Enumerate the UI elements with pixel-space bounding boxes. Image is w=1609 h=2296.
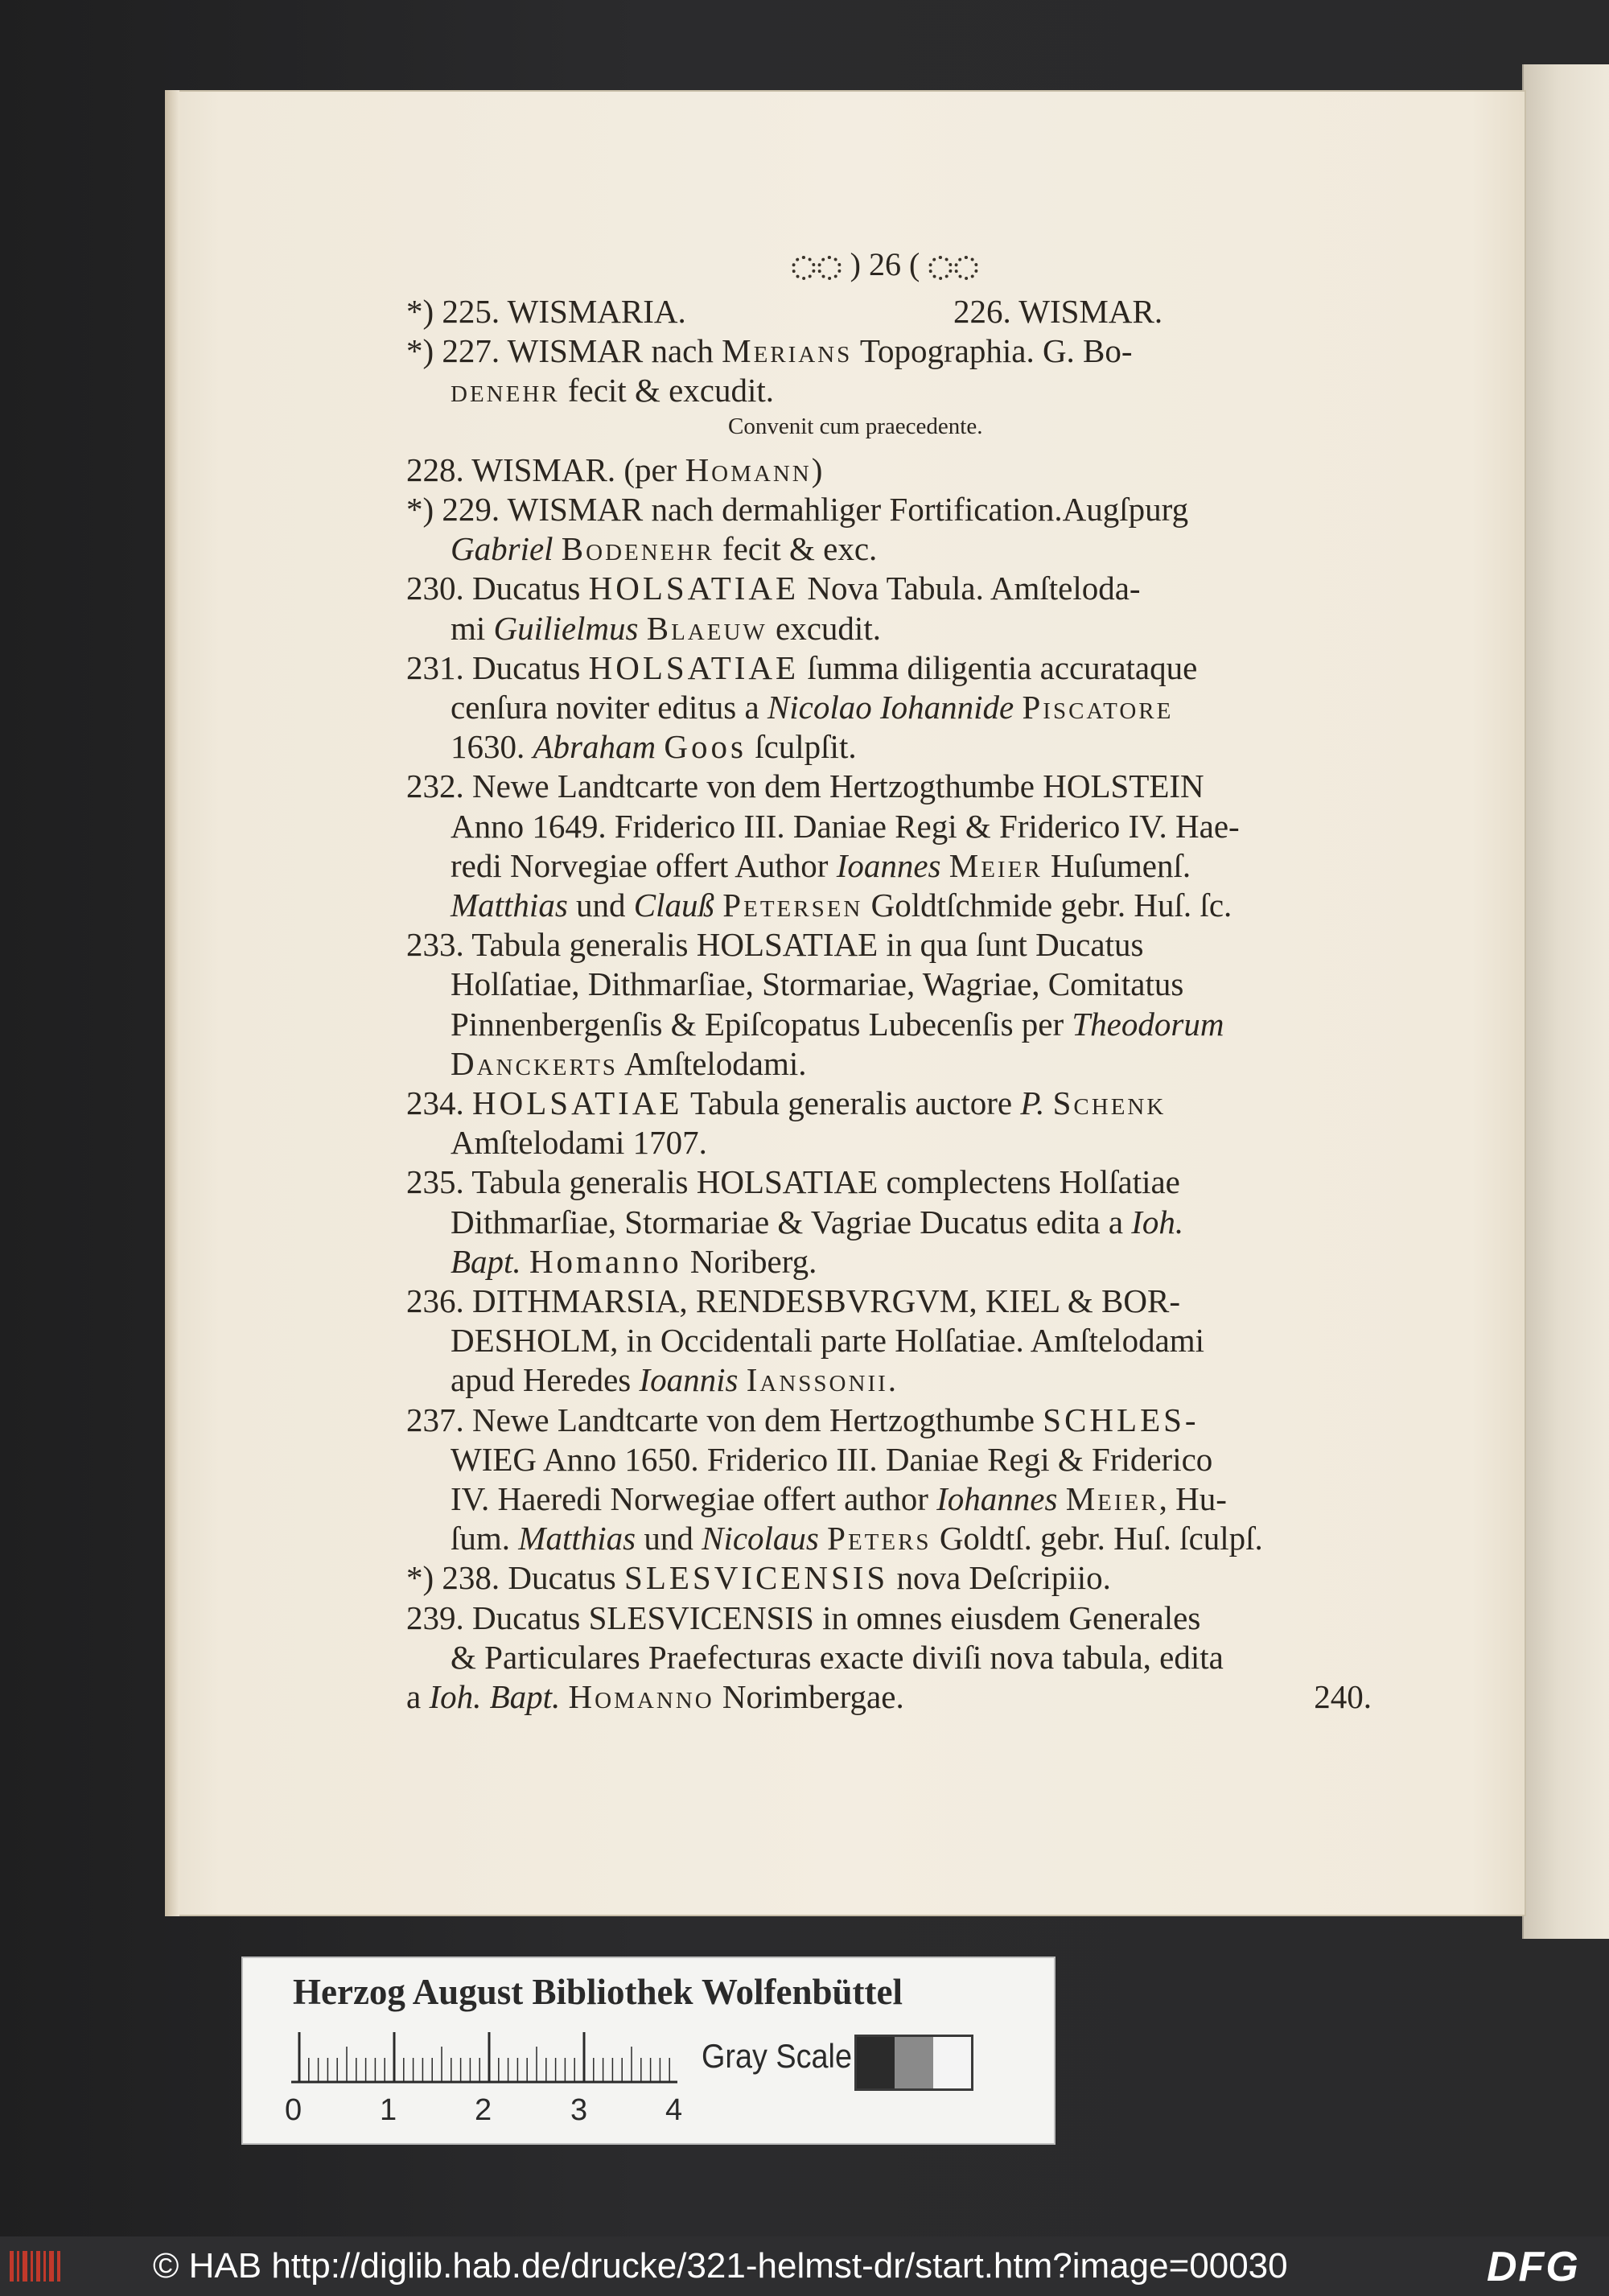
text-line [406, 450, 1372, 490]
text-run: 236. DITHMARSIA, RENDESBVRGVM, KIEL & BOR- [406, 1282, 1180, 1319]
text-run: HOLSATIAE [588, 570, 800, 607]
text-run [560, 1678, 568, 1715]
text-run: Ioannes [836, 846, 941, 884]
text-line [451, 1518, 1416, 1558]
text-run: denehr [451, 372, 560, 409]
ornament-icon [954, 256, 978, 280]
text-run: 237. Newe Landtcarte von dem Hertzogthumbe [406, 1401, 1043, 1438]
next-page-edge [1522, 64, 1609, 1939]
text-run: redi Norvegiae offert Author [451, 846, 837, 884]
library-title: Herzog August Bibliothek Wolfenbüttel [293, 1972, 903, 2012]
text-run: 234. [406, 1084, 472, 1121]
text-run: Nova Tabula. Amſteloda- [799, 570, 1141, 607]
entry-text: 226. WISMAR. [953, 293, 1163, 330]
text-run: Nicolaus [702, 1520, 819, 1557]
text-run: SCHLES- [1043, 1401, 1200, 1438]
text-run: und [636, 1520, 702, 1557]
text-line [451, 726, 1416, 767]
text-run: 230. Ducatus [406, 570, 589, 607]
text-run: Clauß [633, 887, 715, 924]
text-line [406, 924, 1372, 965]
text-run [553, 530, 562, 567]
text-run: WIEG Anno 1650. Friderico III. Daniae Regi & Friderico [451, 1440, 1213, 1478]
text-run: Nicolao Iohannide [767, 689, 1014, 726]
text-run: *) 229. WISMAR nach dermahliger Fortification.Augſpurg [406, 491, 1189, 528]
text-run: 231. Ducatus [406, 648, 589, 686]
text-run: , Hu- [1158, 1480, 1227, 1517]
text-line [406, 648, 1372, 688]
page-gutter-shadow [165, 90, 179, 1916]
ruler-label-3: 3 [570, 2093, 588, 2127]
text-run: Ioannis [639, 1361, 739, 1399]
text-run: Huſumenſ. [1042, 846, 1191, 884]
copyright-link[interactable]: © HAB http://diglib.hab.de/drucke/321-helmst-dr/start.htm?image=00030 [153, 2246, 1288, 2286]
page-header [724, 245, 1046, 294]
text-run: 235. Tabula generalis HOLSATIAE complectens Holſatiae [406, 1163, 1180, 1201]
text-line [451, 1439, 1416, 1479]
text-run: Matthias [451, 887, 568, 924]
text-run: Abraham [533, 728, 656, 766]
ruler-label-0: 0 [285, 2093, 302, 2127]
text-line [451, 846, 1416, 886]
text-line [406, 1557, 1372, 1598]
text-run: Guilielmus [493, 609, 639, 647]
text-line [451, 1043, 1416, 1084]
text-run: Goldtſ. gebr. Huſ. ſculpſ. [931, 1520, 1263, 1557]
text-run: Theodorum [1072, 1005, 1224, 1043]
text-line [451, 1479, 1416, 1519]
text-run: Topographia. G. Bo- [852, 332, 1133, 370]
text-run: Meier [1065, 1480, 1159, 1517]
text-line [451, 370, 1416, 410]
text-run: Ianssonii. [746, 1361, 899, 1399]
text-line [406, 1400, 1372, 1440]
text-run: Piscatore [1022, 689, 1174, 726]
barcode-logo-icon [8, 2248, 66, 2285]
ruler-label-1: 1 [380, 2093, 397, 2127]
text-run: nova Deſcripiio. [888, 1559, 1111, 1597]
page-number: ) 26 ( [850, 246, 920, 282]
text-run: Iohannes [936, 1480, 1058, 1517]
ornament-icon [928, 256, 953, 280]
text-run: Schenk [1052, 1084, 1167, 1121]
text-run: und [567, 887, 634, 924]
text-run: 228. WISMAR. (per [406, 451, 685, 488]
text-run: fecit & excudit. [559, 372, 775, 409]
text-run [714, 887, 722, 924]
text-run: apud Heredes [451, 1361, 640, 1399]
text-run: *) 227. WISMAR nach [406, 332, 722, 370]
ornament-icon [792, 256, 816, 280]
text-run: Ioh. Bapt. [429, 1678, 561, 1715]
text-run: Amſtelodami 1707. [451, 1124, 707, 1162]
text-line [406, 1281, 1372, 1321]
text-run: Dithmarſiae, Stormariae & Vagriae Ducatus edita a [451, 1203, 1132, 1241]
text-line [451, 529, 1416, 569]
text-line [406, 1083, 1372, 1123]
text-run: P. [1020, 1084, 1045, 1121]
gray-scale-swatches [854, 2035, 973, 2091]
text-run: Ioh. [1131, 1203, 1184, 1241]
text-run: SLESVICENSIS [624, 1559, 889, 1597]
scale-card [241, 1957, 1056, 2145]
text-run: ſumma diligentia accurataque [799, 648, 1198, 686]
text-run: Amſtelodami. [617, 1044, 807, 1082]
gray-swatch-0 [857, 2037, 895, 2088]
text-run: ) [811, 451, 823, 488]
text-run: *) 238. Ducatus [406, 1559, 625, 1597]
text-run: HOLSATIAE [588, 648, 800, 686]
text-line [451, 608, 1416, 648]
text-line [451, 806, 1416, 846]
text-run: Homann [685, 451, 812, 488]
text-run: Peters [827, 1520, 932, 1557]
text-run: Danckerts [451, 1044, 618, 1082]
text-run: Tabula generalis auctore [682, 1084, 1021, 1121]
text-run: 239. Ducatus SLESVICENSIS in omnes eiusdem Generales [406, 1599, 1201, 1636]
text-run: Merians [722, 332, 853, 370]
text-run: Pinnenbergenſis & Epiſcopatus Lubecenſis per [451, 1005, 1072, 1043]
dfg-logo: DFG [1487, 2244, 1580, 2290]
text-line [406, 568, 1372, 608]
text-run: ſculpſit. [746, 728, 857, 766]
text-line [406, 766, 1372, 806]
text-run [656, 728, 664, 765]
text-line [451, 687, 1416, 727]
text-run [638, 610, 646, 647]
text-run: Meier [949, 846, 1043, 884]
ruler-label-4: 4 [665, 2093, 683, 2127]
text-line [451, 1241, 1416, 1282]
gray-scale-label: Gray Scale [702, 2037, 852, 2075]
text-run: HOLSATIAE [472, 1084, 683, 1121]
text-run: Holſatiae, Dithmarſiae, Stormariae, Wagriae, Comitatus [451, 965, 1184, 1003]
text-run: DESHOLM, in Occidentali parte Holſatiae. Amſtelodami [451, 1322, 1205, 1360]
text-run: Homanno [568, 1678, 714, 1715]
text-line [451, 1637, 1416, 1677]
gray-swatch-2 [933, 2037, 971, 2088]
text-run [941, 847, 949, 884]
text-run: Homanno [529, 1242, 682, 1280]
text-run: ſum. [451, 1520, 519, 1557]
text-line [406, 1677, 1372, 1717]
text-run [819, 1520, 827, 1557]
text-run: a [406, 1678, 430, 1715]
text-run: Goos [664, 728, 747, 766]
text-run [1057, 1480, 1065, 1517]
text-run [1014, 689, 1022, 726]
text-run: Noriberg. [681, 1242, 817, 1280]
text-run [521, 1243, 529, 1280]
text-run [739, 1361, 747, 1398]
text-run: & Particulares Praefecturas exacte diviſi nova tabula, edita [451, 1638, 1224, 1676]
text-run: 1630. [451, 728, 533, 766]
gray-swatch-1 [895, 2037, 932, 2088]
text-line [451, 885, 1416, 925]
text-line [451, 1202, 1416, 1242]
text-run: cenſura noviter editus a [451, 689, 767, 726]
text-run: excudit. [767, 609, 881, 647]
note-line: Convenit cum praecedente. [728, 413, 983, 439]
text-run: Petersen [722, 887, 863, 924]
text-run: Gabriel [451, 530, 553, 568]
text-run: Matthias [518, 1520, 636, 1557]
text-line [451, 1360, 1416, 1400]
text-run: Goldtſchmide gebr. Huſ. ſc. [862, 887, 1232, 924]
text-run: 232. Newe Landtcarte von dem Hertzogthumbe HOLSTEIN [406, 767, 1204, 805]
ruler-label-2: 2 [475, 2093, 492, 2127]
text-run: mi [451, 609, 494, 647]
text-line [406, 291, 1163, 331]
footer-bar [0, 2236, 1609, 2296]
ruler-icon [291, 2029, 677, 2085]
text-line [451, 1122, 1416, 1162]
text-run: Blaeuw [646, 609, 767, 647]
text-run: IV. Haeredi Norwegiae offert author [451, 1480, 937, 1517]
ornament-icon [817, 256, 842, 280]
text-run: Bodenehr [561, 530, 714, 568]
text-line [406, 1162, 1372, 1202]
text-line [451, 964, 1416, 1004]
text-run: Anno 1649. Friderico III. Daniae Regi & Friderico IV. Hae- [451, 807, 1240, 845]
catchword: 240. [1314, 1678, 1372, 1715]
text-run [1044, 1084, 1052, 1121]
text-run: fecit & exc. [714, 530, 878, 568]
text-line [451, 1320, 1416, 1360]
text-line [451, 1004, 1416, 1044]
text-run: 233. Tabula generalis HOLSATIAE in qua ſunt Ducatus [406, 926, 1144, 964]
entry-text: *) 225. WISMARIA. [406, 293, 686, 330]
text-run: Bapt. [451, 1242, 521, 1280]
text-line [406, 331, 1372, 371]
text-line [406, 489, 1372, 529]
text-line [406, 1598, 1372, 1638]
text-run: Norimbergae. [714, 1678, 904, 1715]
